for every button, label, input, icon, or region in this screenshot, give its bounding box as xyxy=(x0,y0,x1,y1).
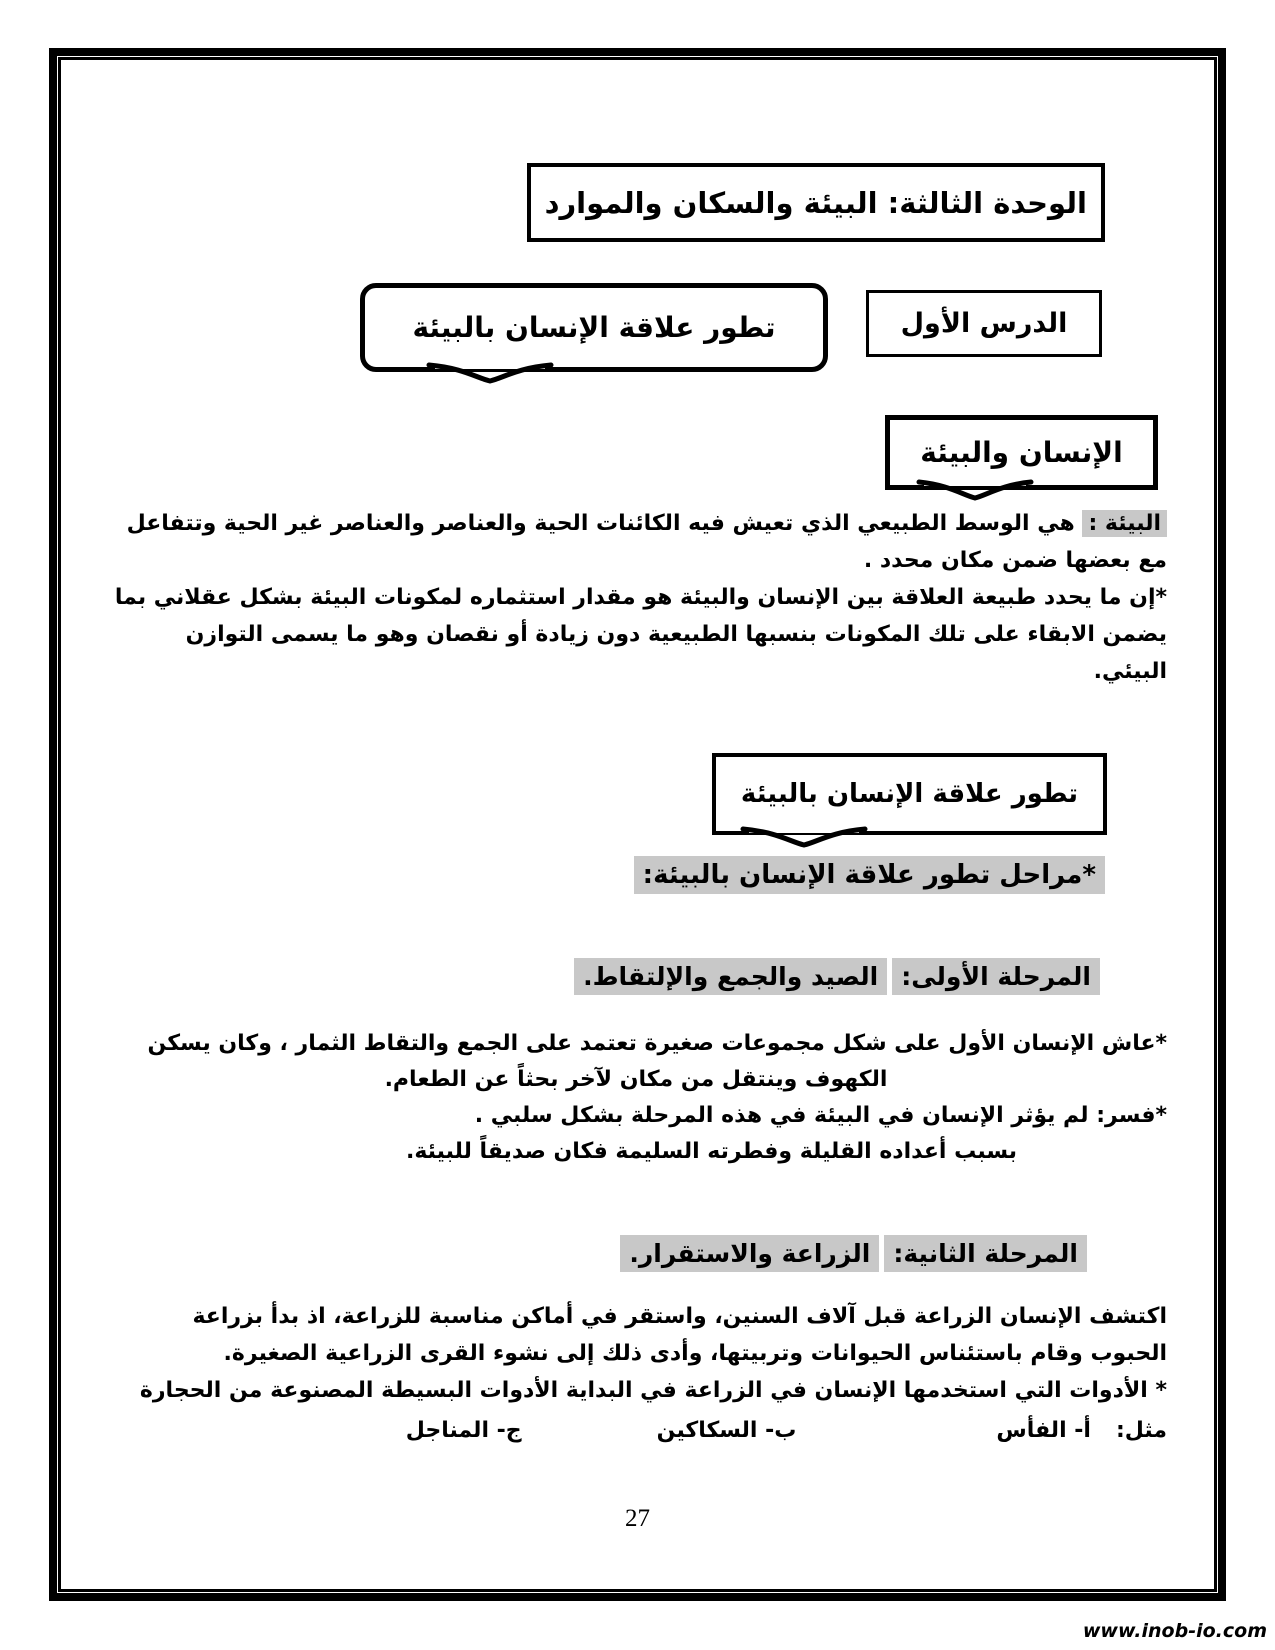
stage2-line-3: * الأدوات التي استخدمها الإنسان في الزراعة في البداية الأدوات البسيطة المصنوعة من الحجارة xyxy=(139,1378,1167,1403)
definition-term: البيئة : xyxy=(1082,510,1167,537)
lesson-number-label: الدرس الأول xyxy=(900,308,1068,339)
stages-heading-row xyxy=(634,856,1105,894)
definition-line-5: البيئي. xyxy=(1093,659,1167,684)
development-title-box xyxy=(712,753,1107,835)
development-title: تطور علاقة الإنسان بالبيئة xyxy=(740,779,1079,809)
tools-label: مثل: xyxy=(1115,1418,1167,1443)
stage1-line-3: *فسر: لم يؤثر الإنسان في البيئة في هذه المرحلة بشكل سلبي . xyxy=(474,1103,1167,1128)
stage1-line-2: الكهوف وينتقل من مكان لآخر بحثاً عن الطعام. xyxy=(384,1067,888,1092)
stage2-heading-row xyxy=(620,1235,1087,1272)
unit-title-box xyxy=(527,163,1105,242)
tool-knives: ب- السكاكين xyxy=(656,1418,797,1443)
definition-line-2: مع بعضها ضمن مكان محدد . xyxy=(863,548,1167,573)
stage1-title: الصيد والجمع والإلتقاط. xyxy=(574,958,887,995)
definition-line-1-text: هي الوسط الطبيعي الذي تعيش فيه الكائنات الحية والعناصر والعناصر غير الحية وتتفاعل xyxy=(126,511,1075,536)
stage2-line-2: الحبوب وقام باستئناس الحيوانات وتربيتها، وأدى ذلك إلى نشوء القرى الزراعية الصغيرة. xyxy=(223,1341,1167,1366)
tool-sickles: ج- المناجل xyxy=(405,1418,522,1443)
lesson-number-box xyxy=(866,290,1102,357)
stage2-paragraph xyxy=(105,1298,1167,1449)
stage1-line-1: *عاش الإنسان الأول على شكل مجموعات صغيرة تعتمد على الجمع والتقاط الثمار ، وكان يسكن xyxy=(147,1031,1167,1056)
stage1-line-4: بسبب أعداده القليلة وفطرته السليمة فكان صديقاً للبيئة. xyxy=(405,1139,1017,1164)
definition-paragraph xyxy=(105,505,1167,690)
tool-axe: أ- الفأس xyxy=(996,1418,1091,1443)
unit-title: الوحدة الثالثة: البيئة والسكان والموارد xyxy=(544,185,1087,220)
lesson-title-box xyxy=(360,283,828,372)
page-number: 27 xyxy=(625,1505,650,1532)
section-title: الإنسان والبيئة xyxy=(920,436,1123,469)
definition-line-4: يضمن الابقاء على تلك المكونات بنسبها الطبيعية دون زيادة أو نقصان وهو ما يسمى التوازن xyxy=(185,622,1167,647)
watermark-url: www.inob-io.com xyxy=(1082,1620,1267,1642)
definition-line-3: *إن ما يحدد طبيعة العلاقة بين الإنسان والبيئة هو مقدار استثماره لمكونات البيئة بشكل عقلاني بما xyxy=(114,585,1167,610)
tools-row xyxy=(105,1412,1167,1449)
stage2-title: الزراعة والاستقرار. xyxy=(620,1235,879,1272)
section-title-box xyxy=(885,415,1158,490)
definition-line-1 xyxy=(105,505,1167,542)
stage1-paragraph xyxy=(105,1026,1167,1170)
lesson-title: تطور علاقة الإنسان بالبيئة xyxy=(412,311,776,344)
stage2-line-1: اكتشف الإنسان الزراعة قبل آلاف السنين، واستقر في أماكن مناسبة للزراعة، اذ بدأ بزراعة xyxy=(192,1304,1167,1329)
stages-heading: *مراحل تطور علاقة الإنسان بالبيئة: xyxy=(634,856,1105,894)
stage2-label: المرحلة الثانية: xyxy=(884,1235,1087,1272)
stage1-heading-row xyxy=(574,958,1100,995)
stage1-label: المرحلة الأولى: xyxy=(892,958,1100,995)
